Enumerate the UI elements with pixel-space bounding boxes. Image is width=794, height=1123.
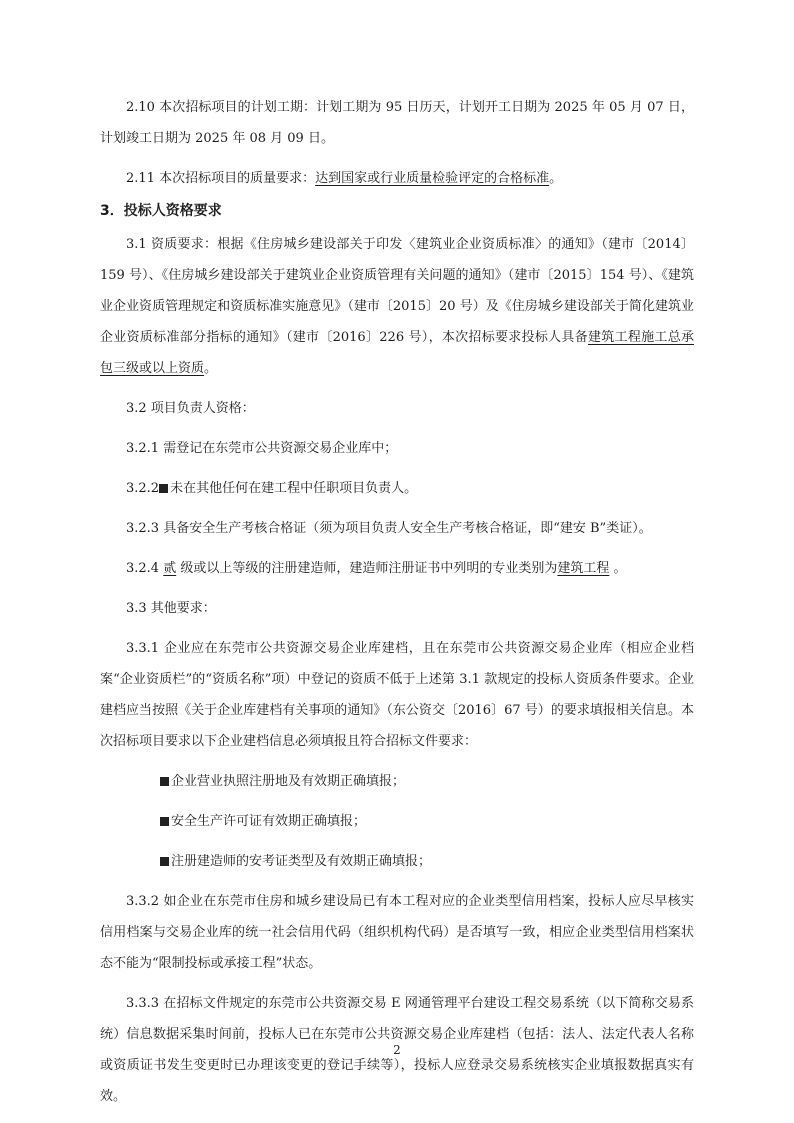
para-3-3: 3.3 其他要求： <box>126 601 216 616</box>
para-2-10-text: 2.10 本次招标项目的计划工期：计划工期为 95 日历天，计划开工日期为 2025 年 05 月 07 日，计划竣工日期为 2025 年 08 月 09 日。 <box>100 100 694 146</box>
para-3-2-2-text: 未在其他任何在建工程中任职项目负责人。 <box>170 481 418 496</box>
para-3-2-2 <box>100 473 694 504</box>
para-3-1 <box>100 229 694 384</box>
para-3-2-3: 3.2.3 具备安全生产考核合格证（须为项目负责人安全生产考核合格证，即“建安 B”类证）。 <box>126 521 652 536</box>
para-2-10 <box>100 92 694 154</box>
para-2-11 <box>100 163 694 194</box>
para-3-2-1: 3.2.1 需登记在东莞市公共资源交易企业库中； <box>126 441 398 456</box>
checkbox-square-icon <box>159 484 168 493</box>
required-qualification: 建筑工程施工总承包三级或以上资质 <box>100 330 694 376</box>
constructor-grade: 贰 <box>163 561 177 576</box>
bullet-square-icon <box>160 857 169 866</box>
para-3-3-1: 3.3.1 企业应在东莞市公共资源交易企业库建档，且在东莞市公共资源交易企业库（相应企业档案“企业资质栏”的“资质名称”项）中登记的资质不低于上述第 3.1 款规定的投标人资质条件要求。企业建档应当按照《关于企业库建档有关事项的通知》（东公资交〔2016〕67 号）的要求填报相关信息。本次招标项目要求以下企业建档信息必须填报且符合招标文件要求： <box>100 641 694 749</box>
para-3-2-2-prefix: 3.2.2 <box>126 481 160 496</box>
para-3-2: 3.2 项目负责人资格： <box>126 401 255 416</box>
para-3-1-suffix: 。 <box>204 361 218 376</box>
bullet-item <box>100 806 694 837</box>
bullet-text: 注册建造师的安考证类型及有效期正确填报； <box>171 854 432 869</box>
para-3-2-4 <box>100 553 694 584</box>
para-3-3-2: 3.3.2 如企业在东莞市住房和城乡建设局已有本工程对应的企业类型信用档案，投标人应尽早核实信用档案与交易企业库的统一社会信用代码（组织机构代码）是否填写一致，相应企业类型信用档案状态不能为“限制投标或承接工程”状态。 <box>100 894 694 971</box>
para-3-2-4-suffix: 。 <box>609 561 627 576</box>
para-3-2-4-prefix: 3.2.4 <box>126 561 164 576</box>
page-number: 2 <box>393 1043 401 1057</box>
para-3-1-prefix: 3.1 资质要求：根据《住房城乡建设部关于印发〈建筑业企业资质标准〉的通知》（建市〔2014〕159 号）、《住房城乡建设部关于建筑业企业资质管理有关问题的通知》（建市〔2015〕154 号）、《建筑业企业资质管理规定和资质标准实施意见》（建市〔2015〕20 号）及《住房城乡建设部关于简化建筑业企业资质标准部分指标的通知》（建市〔2016〕226 号），本次招标要求投标人具备 <box>100 237 694 345</box>
section-3-heading: 3．投标人资格要求 <box>100 203 222 219</box>
para-2-11-suffix: 。 <box>549 171 563 186</box>
bullet-square-icon <box>160 777 169 786</box>
bullet-square-icon <box>160 817 169 826</box>
bullet-item <box>100 846 694 877</box>
para-3-3-3: 3.3.3 在招标文件规定的东莞市公共资源交易 E 网通管理平台建设工程交易系统（以下简称交易系统）信息数据采集时间前，投标人已在东莞市公共资源交易企业库建档（包括：法人、法定代表人名称或资质证书发生变更时已办理该变更的登记手续等），投标人应登录交易系统核实企业填报数据真实有效。 <box>100 996 694 1104</box>
para-2-11-prefix: 2.11 本次招标项目的质量要求： <box>126 171 316 186</box>
bullet-text: 企业营业执照注册地及有效期正确填报； <box>171 774 406 789</box>
bullet-item <box>100 766 694 797</box>
bullet-text: 安全生产许可证有效期正确填报； <box>171 814 367 829</box>
para-3-2-4-middle: 级或以上等级的注册建造师，建造师注册证书中列明的专业类别为 <box>176 561 558 576</box>
constructor-specialty: 建筑工程 <box>557 561 610 576</box>
quality-standard: 达到国家或行业质量检验评定的合格标准 <box>315 171 550 186</box>
